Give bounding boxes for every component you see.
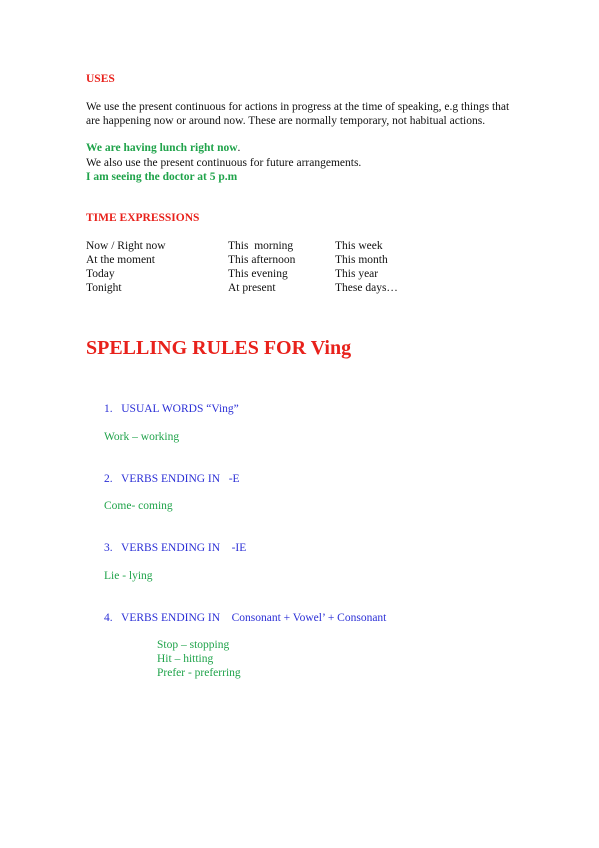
time-expr-col1	[86, 239, 166, 295]
rule-4-example: Hit – hitting	[157, 653, 214, 665]
time-expr-col2	[228, 239, 295, 295]
rule-4-example: Stop – stopping	[157, 639, 230, 651]
uses-heading: USES	[86, 73, 115, 85]
time-expr-item: These days…	[335, 282, 398, 294]
spelling-rules-heading: SPELLING RULES FOR Ving	[86, 337, 352, 359]
rule-4-examples	[157, 638, 241, 680]
uses-example-line	[86, 141, 240, 155]
rule-2-title: 2. VERBS ENDING IN -E	[104, 473, 240, 485]
example-sentence-1: We are having lunch right now	[86, 142, 238, 154]
rule-3-example: Lie - lying	[104, 570, 153, 582]
time-expr-item: This year	[335, 268, 379, 280]
time-expr-item: This morning	[228, 240, 294, 252]
time-expr-item: This month	[335, 254, 388, 266]
time-expr-item: This week	[335, 240, 383, 252]
time-expr-item: At present	[228, 282, 276, 294]
rule-2-example: Come- coming	[104, 500, 173, 512]
uses-paragraph: We use the present continuous for actions in progress at the time of speaking, e.g things that are happening now or around now. These are normally temporary, not habitual actions.	[86, 101, 510, 127]
rule-4-title: 4. VERBS ENDING IN Consonant + Vowel’ + Consonant	[104, 612, 387, 624]
time-expr-col3	[335, 239, 398, 295]
time-expr-item: This afternoon	[228, 254, 296, 266]
rule-1-example: Work – working	[104, 431, 180, 443]
rule-1-title: 1. USUAL WORDS “Ving”	[104, 403, 239, 415]
time-expressions-heading: TIME EXPRESSIONS	[86, 212, 200, 224]
example-sentence-1-period: .	[237, 142, 241, 154]
time-expr-item: Today	[86, 268, 115, 280]
future-arrangements-text: We also use the present continuous for future arrangements.	[86, 157, 362, 169]
time-expr-item: At the moment	[86, 254, 155, 266]
time-expr-item: This evening	[228, 268, 288, 280]
time-expr-item: Tonight	[86, 282, 122, 294]
rule-3-title: 3. VERBS ENDING IN -IE	[104, 542, 247, 554]
rule-4-example: Prefer - preferring	[157, 667, 241, 679]
time-expr-item: Now / Right now	[86, 240, 166, 252]
example-sentence-2: I am seeing the doctor at 5 p.m	[86, 171, 238, 183]
